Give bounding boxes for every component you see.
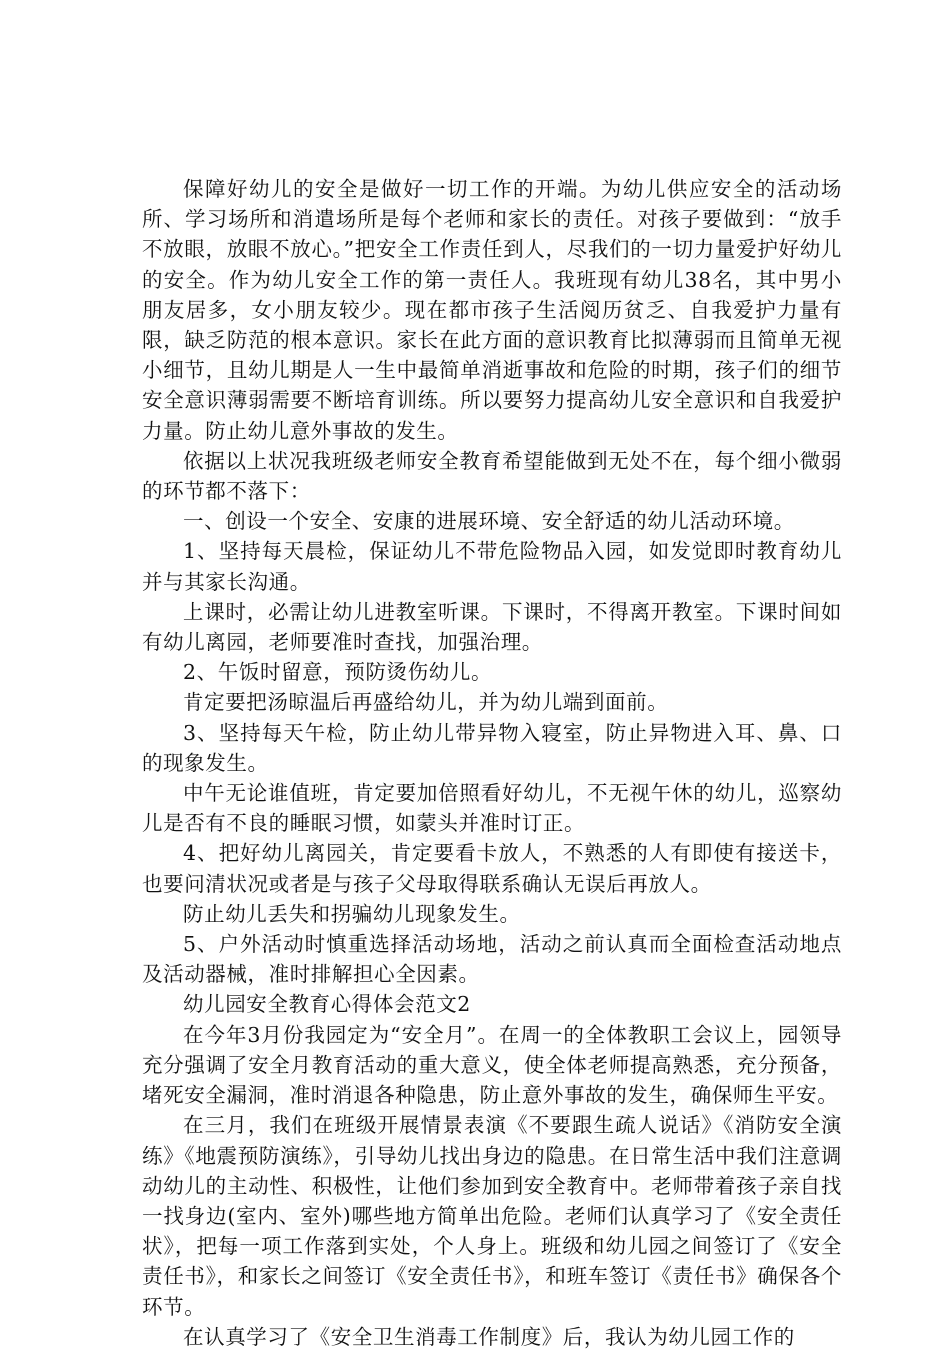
- paragraph: 依据以上状况我班级老师安全教育希望能做到无处不在，每个细小微弱的环节都不落下：: [142, 448, 842, 504]
- paragraph: 防止幼儿丢失和拐骗幼儿现象发生。: [183, 901, 521, 926]
- paragraph: 3、坚持每天午检，防止幼儿带异物入寝室，防止异物进入耳、鼻、口的现象发生。: [142, 720, 842, 775]
- paragraph: 4、把好幼儿离园关，肯定要看卡放人，不熟悉的人有即使有接送卡，也要问清状况或者是与孩子父母取得联系确认无误后再放人。: [142, 841, 842, 896]
- article-title: 幼儿园安全教育心得体会范文2: [183, 992, 471, 1017]
- paragraph: 上课时，必需让幼儿进教室听课。下课时，不得离开教室。下课时间如有幼儿离园，老师要准时查找，加强治理。: [142, 599, 842, 655]
- section-heading: 一、创设一个安全、安康的进展环境、安全舒适的幼儿活动环境。: [183, 509, 795, 534]
- paragraph: 肯定要把汤晾温后再盛给幼儿，并为幼儿端到面前。: [183, 690, 669, 715]
- paragraph: 中午无论谁值班，肯定要加倍照看好幼儿，不无视午休的幼儿，巡察幼儿是否有不良的睡眠习惯，如蒙头并准时订正。: [142, 781, 842, 836]
- paragraph: 2、午饭时留意，预防烫伤幼儿。: [183, 660, 493, 685]
- paragraph: 在认真学习了《安全卫生消毒工作制度》后，我认为幼儿园工作的: [183, 1324, 795, 1349]
- document-body: [142, 174, 842, 1352]
- paragraph: 在三月，我们在班级开展情景表演《不要跟生疏人说话》《消防安全演练》《地震预防演练》，引导幼儿找出身边的隐患。在日常生活中我们注意调动幼儿的主动性、积极性，让他们参加到安全教育中。老师带着孩子亲自找一找身边(室内、室外)哪些地方简单出危险。老师们认真学习了《安全责任状》，把每一项工作落到实处，个人身上。班级和幼儿园之间签订了《安全责任书》，和家长之间签订《安全责任书》，和班车签订《责任书》确保各个环节。: [142, 1113, 842, 1319]
- paragraph: 5、户外活动时慎重选择活动场地，活动之前认真而全面检查活动地点及活动器械，准时排解担心全因素。: [142, 932, 842, 987]
- paragraph: 保障好幼儿的安全是做好一切工作的开端。为幼儿供应安全的活动场所、学习场所和消遣场所是每个老师和家长的责任。对孩子要做到：“放手不放眼，放眼不放心。”把安全工作责任到人，尽我们的一切力量爱护好幼儿的安全。作为幼儿安全工作的第一责任人。我班现有幼儿38名，其中男小朋友居多，女小朋友较少。现在都市孩子生活阅历贫乏、自我爱护力量有限，缺乏防范的根本意识。家长在此方面的意识教育比拟薄弱而且简单无视小细节，且幼儿期是人一生中最简单消逝事故和危险的时期，孩子们的细节安全意识薄弱需要不断培育训练。所以要努力提高幼儿安全意识和自我爱护力量。防止幼儿意外事故的发生。: [142, 177, 842, 443]
- paragraph: 1、坚持每天晨检，保证幼儿不带危险物品入园，如发觉即时教育幼儿并与其家长沟通。: [142, 539, 842, 594]
- paragraph: 在今年3月份我园定为“安全月”。在周一的全体教职工会议上，园领导充分强调了安全月教育活动的重大意义，使全体老师提高熟悉，充分预备，堵死安全漏洞，准时消退各种隐患，防止意外事故的发生，确保师生平安。: [142, 1022, 842, 1108]
